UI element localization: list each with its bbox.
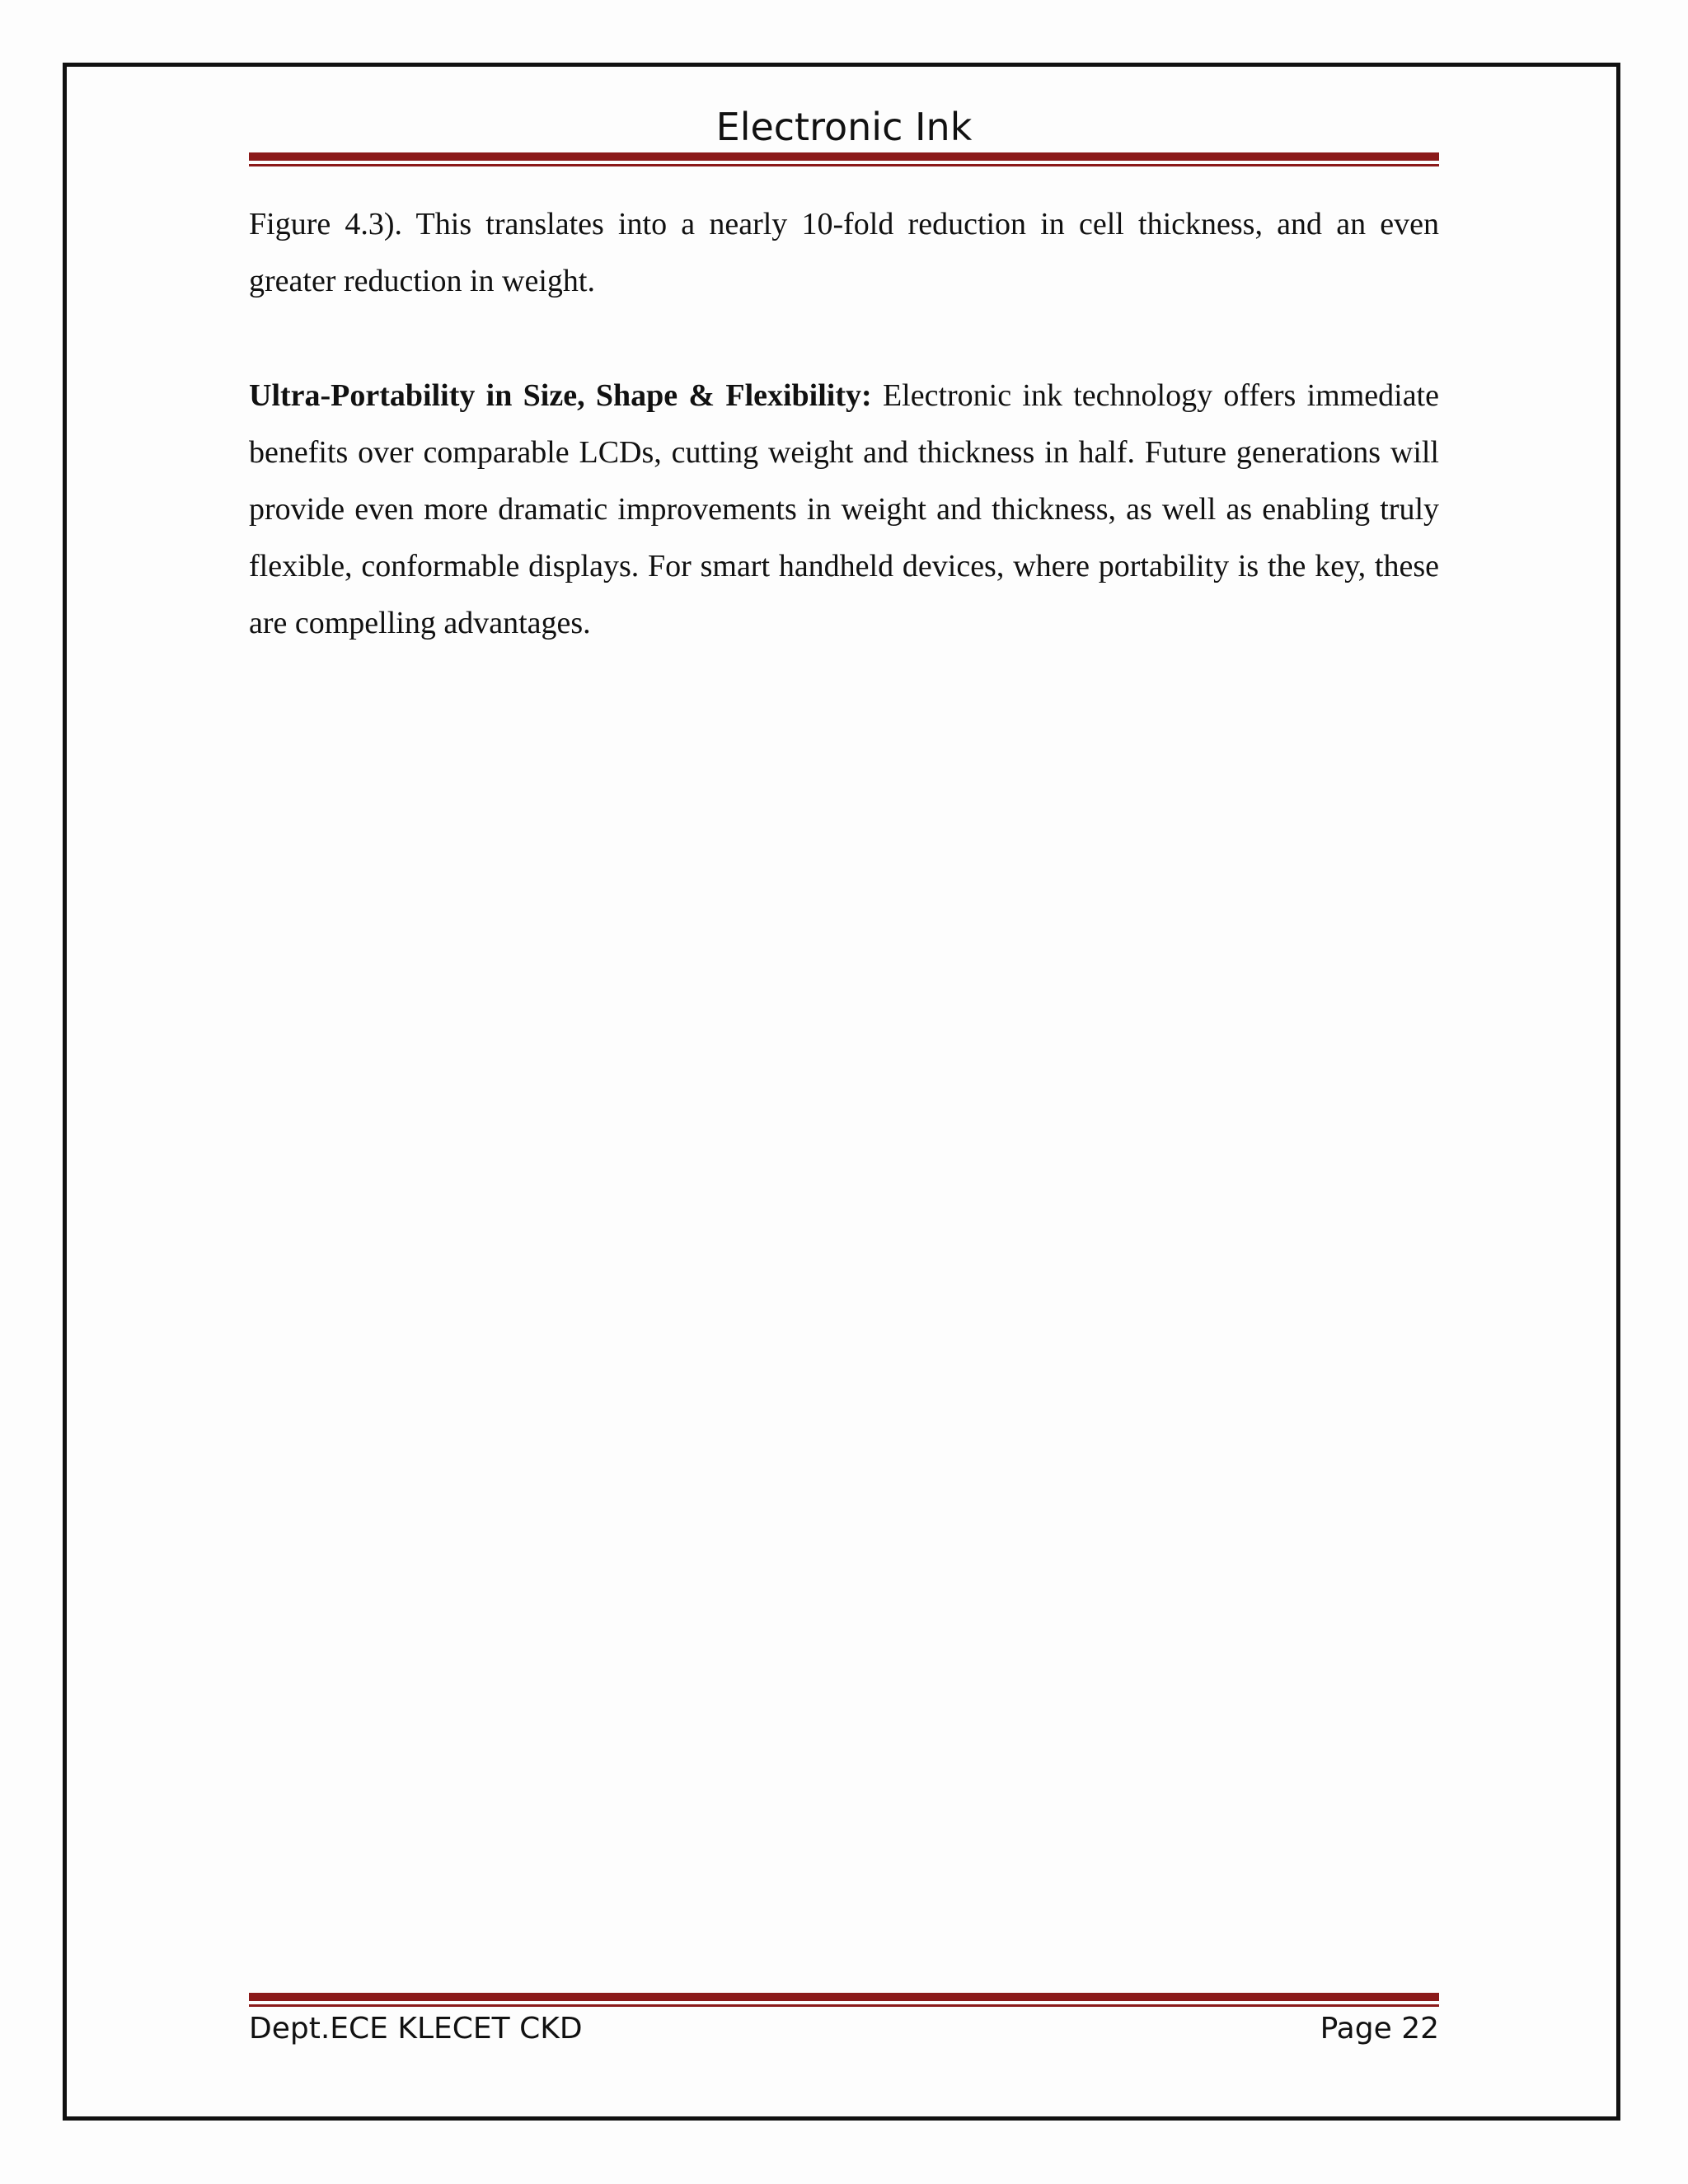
footer-department: Dept.ECE KLECET CKD [249, 2012, 583, 2046]
footer-rule [249, 1993, 1439, 2007]
paragraph-lead-heading: Ultra-Portability in Size, Shape & Flexibility: [249, 378, 872, 413]
running-header-title: Electronic Ink [715, 105, 973, 149]
header-rule [249, 152, 1439, 166]
footer-page-number: Page 22 [1320, 2012, 1439, 2046]
paragraph-text: Electronic ink technology offers immediate benefits over comparable LCDs, cutting weight and thickness in half. Future generations will provide even more dramatic improvements in weight and thickness, as well as enabling truly flexible, conformable displays. For smart handheld devices, where portability is the key, these are compelling advantages. [249, 378, 1439, 640]
body-paragraph-2 [249, 368, 1439, 652]
body-paragraph-1: Figure 4.3). This translates into a nearly 10-fold reduction in cell thickness, and an even greater reduction in weight. [249, 207, 1439, 298]
